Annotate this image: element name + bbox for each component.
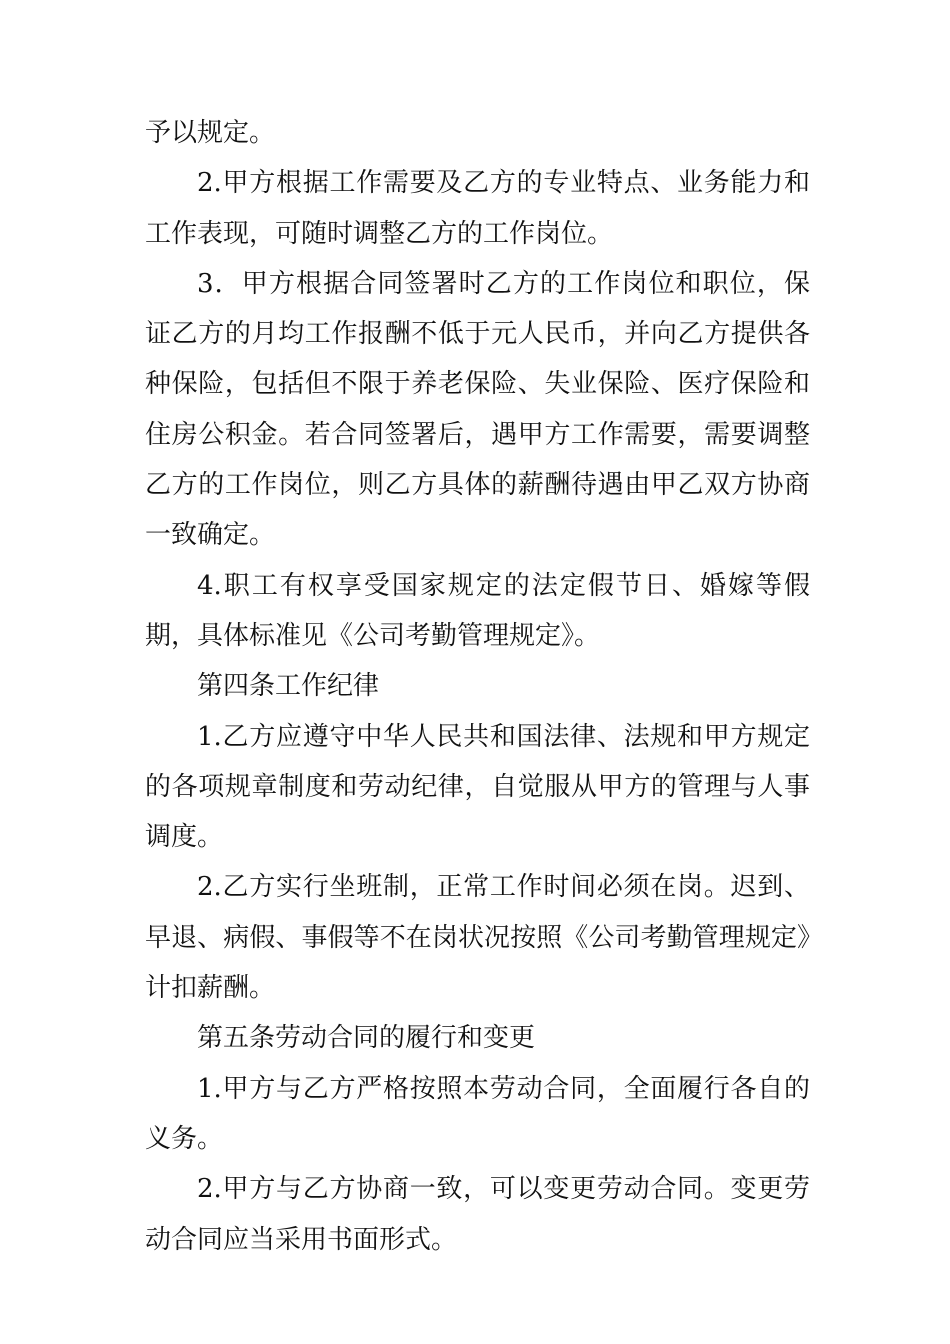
paragraph-clause-4: 4.职工有权享受国家规定的法定假节日、婚嫁等假期，具体标准见《公司考勤管理规定》。	[145, 570, 810, 651]
paragraph-clause-2: 2.甲方根据工作需要及乙方的专业特点、业务能力和工作表现，可随时调整乙方的工作岗位。	[145, 168, 810, 249]
document-body	[145, 108, 810, 1265]
section-heading-article-4: 第四条工作纪律	[197, 671, 380, 702]
paragraph-clause-3: 3．甲方根据合同签署时乙方的工作岗位和职位，保证乙方的月均工作报酬不低于元人民币，并向乙方提供各种保险，包括但不限于养老保险、失业保险、医疗保险和住房公积金。若合同签署后，遇甲方工作需要，需要调整乙方的工作岗位，则乙方具体的薪酬待遇由甲乙双方协商一致确定。	[145, 268, 810, 551]
paragraph-article-4-clause-2: 2.乙方实行坐班制，正常工作时间必须在岗。迟到、早退、病假、事假等不在岗状况按照《公司考勤管理规定》计扣薪酬。	[145, 872, 810, 1004]
paragraph-continuation: 予以规定。	[145, 118, 276, 148]
paragraph-article-5-clause-2: 2.甲方与乙方协商一致，可以变更劳动合同。变更劳动合同应当采用书面形式。	[145, 1174, 810, 1255]
paragraph-article-5-clause-1: 1.甲方与乙方严格按照本劳动合同，全面履行各自的义务。	[145, 1073, 810, 1154]
paragraph-article-4-clause-1: 1.乙方应遵守中华人民共和国法律、法规和甲方规定的各项规章制度和劳动纪律，自觉服从甲方的管理与人事调度。	[145, 721, 810, 853]
section-heading-article-5: 第五条劳动合同的履行和变更	[197, 1023, 536, 1054]
